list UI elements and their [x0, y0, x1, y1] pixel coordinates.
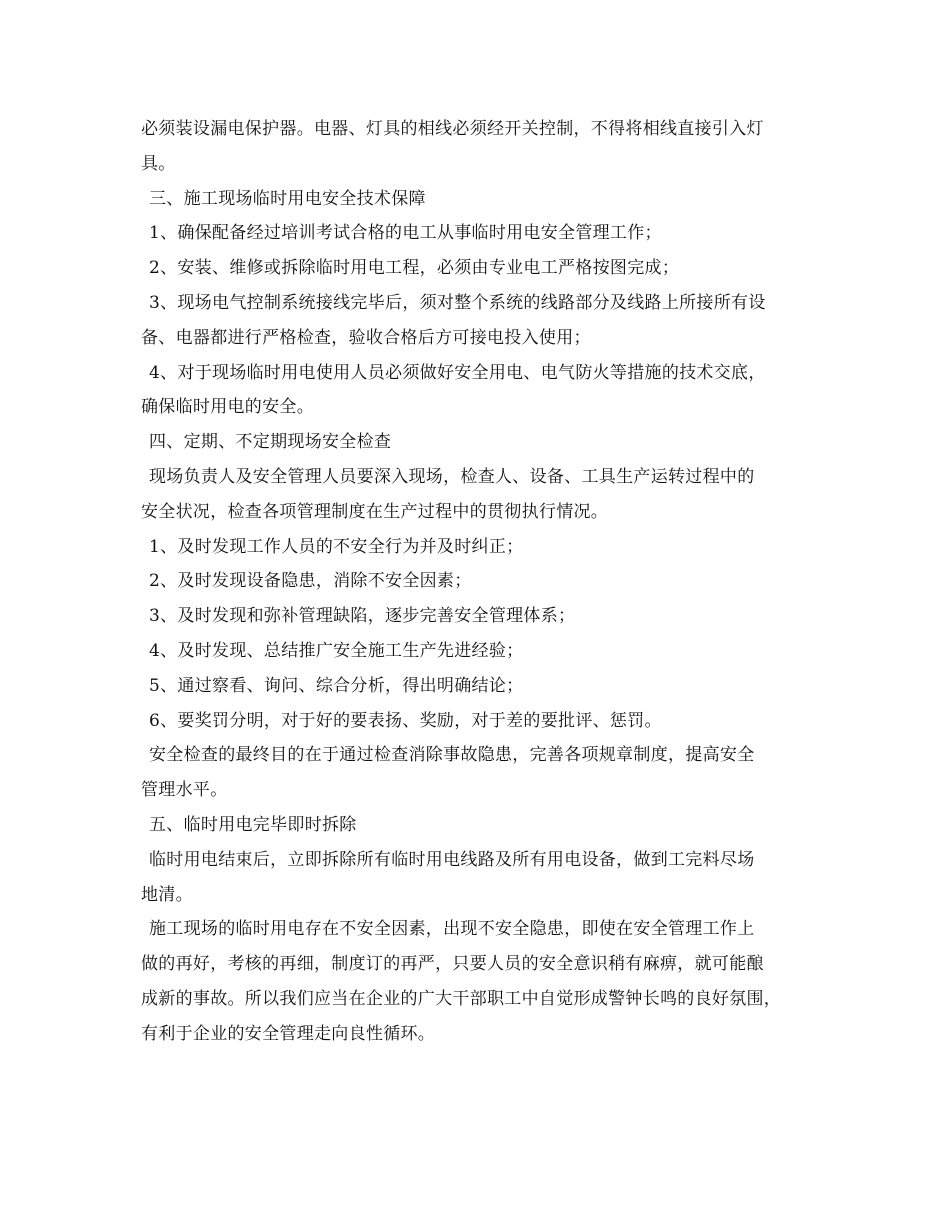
text-line: 2、及时发现设备隐患，消除不安全因素； — [149, 571, 472, 592]
text-line: 4、及时发现、总结推广安全施工生产先进经验； — [149, 640, 524, 661]
text-line: 成新的事故。所以我们应当在企业的广大干部职工中自觉形成警钟长鸣的良好氛围， — [141, 988, 782, 1009]
text-line: 1、确保配备经过培训考试合格的电工从事临时用电安全管理工作； — [149, 223, 662, 244]
text-line: 安全状况，检查各项管理制度在生产过程中的贯彻执行情况。 — [141, 501, 609, 522]
text-line: 1、及时发现工作人员的不安全行为并及时纠正； — [149, 536, 524, 557]
document-body — [141, 112, 821, 1052]
text-line: 安全检查的最终目的在于通过检查消除事故隐患，完善各项规章制度，提高安全 — [149, 745, 755, 766]
text-line: 做的再好，考核的再细，制度订的再严，只要人员的安全意识稍有麻痹，就可能酿 — [141, 954, 764, 975]
text-line: 四、定期、不定期现场安全检查 — [149, 432, 392, 453]
text-line: 具。 — [141, 153, 176, 174]
text-line: 3、现场电气控制系统接线完毕后，须对整个系统的线路部分及线路上所接所有设 — [149, 292, 766, 313]
text-line: 6、要奖罚分明，对于好的要表扬、奖励，对于差的要批评、惩罚。 — [149, 710, 662, 731]
text-line: 三、施工现场临时用电安全技术保障 — [149, 188, 426, 209]
text-line: 现场负责人及安全管理人员要深入现场，检查人、设备、工具生产运转过程中的 — [149, 466, 755, 487]
text-line: 地清。 — [141, 884, 193, 905]
text-line: 施工现场的临时用电存在不安全因素，出现不安全隐患，即使在安全管理工作上 — [149, 919, 755, 940]
text-line: 2、安装、维修或拆除临时用电工程，必须由专业电工严格按图完成； — [149, 258, 680, 279]
text-line: 有利于企业的安全管理走向良性循环。 — [141, 1023, 436, 1044]
text-line: 五、临时用电完毕即时拆除 — [149, 814, 357, 835]
text-line: 4、对于现场临时用电使用人员必须做好安全用电、电气防火等措施的技术交底， — [149, 362, 766, 383]
text-line: 管理水平。 — [141, 780, 228, 801]
text-line: 临时用电结束后，立即拆除所有临时用电线路及所有用电设备，做到工完料尽场 — [149, 849, 755, 870]
text-line: 3、及时发现和弥补管理缺陷，逐步完善安全管理体系； — [149, 606, 576, 627]
text-line: 备、电器都进行严格检查，验收合格后方可接电投入使用； — [141, 327, 591, 348]
text-line: 必须装设漏电保护器。电器、灯具的相线必须经开关控制，不得将相线直接引入灯 — [141, 119, 764, 139]
text-line: 5、通过察看、询问、综合分析，得出明确结论； — [149, 675, 524, 696]
text-line: 确保临时用电的安全。 — [141, 397, 314, 418]
